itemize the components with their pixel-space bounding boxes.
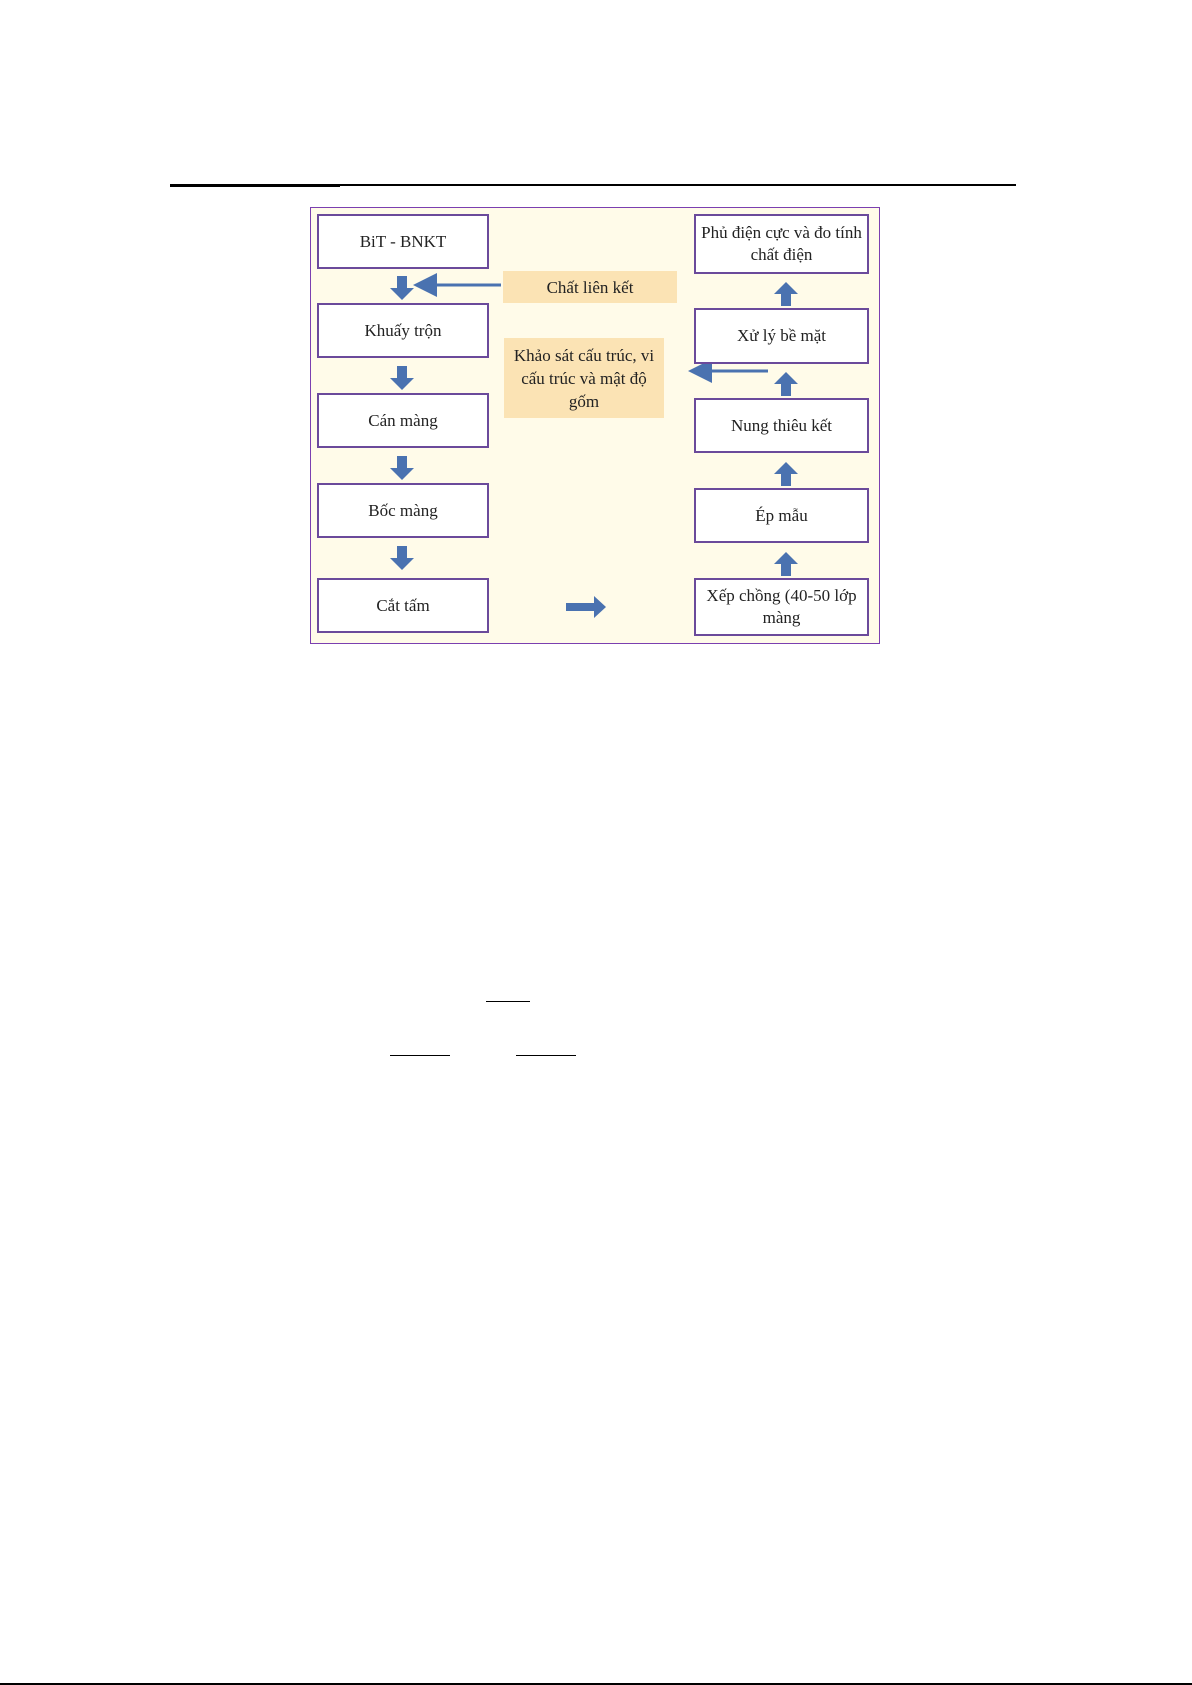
step-electrode-coating <box>694 214 869 274</box>
arrow-down-1 <box>390 276 414 300</box>
arrow-down-3 <box>390 456 414 480</box>
note-binder <box>503 271 677 303</box>
step-label: Cán màng <box>368 410 438 430</box>
arrow-right-bottom <box>566 596 606 618</box>
step-label: Khuấy trộn <box>364 320 442 340</box>
note-label: Chất liên kết <box>546 277 634 297</box>
step-pressing <box>694 488 869 543</box>
arrow-up-1 <box>774 552 798 576</box>
step-label: Nung thiêu kết <box>730 415 833 435</box>
step-peeling <box>317 483 489 538</box>
arrow-up-2 <box>774 462 798 486</box>
step-label: Bốc màng <box>368 500 438 520</box>
step-label: Phủ điện cực và đo tính chất điện <box>701 223 862 264</box>
step-label: Ép mẫu <box>755 505 808 525</box>
note-label: Khảo sát cấu trúc, vi cấu trúc và mật độ gốm <box>513 345 655 411</box>
step-bit-bnkt <box>317 214 489 269</box>
note-survey <box>504 338 664 418</box>
step-stacking <box>694 578 869 636</box>
step-sintering <box>694 398 869 453</box>
arrow-down-4 <box>390 546 414 570</box>
process-flow-diagram <box>310 207 880 644</box>
step-cutting <box>317 578 489 633</box>
step-tape-casting <box>317 393 489 448</box>
step-label: Cắt tấm <box>376 595 430 615</box>
header-rule-accent <box>170 186 340 187</box>
step-mixing <box>317 303 489 358</box>
underline-mark <box>390 1055 450 1056</box>
step-label: Xếp chồng (40-50 lớp màng <box>706 586 857 627</box>
step-surface-treatment <box>694 308 869 364</box>
arrow-up-3 <box>774 372 798 396</box>
underline-mark <box>516 1055 576 1056</box>
arrow-up-4 <box>774 282 798 306</box>
underline-mark <box>486 1001 530 1002</box>
step-label: BiT - BNKT <box>359 231 447 251</box>
step-label: Xử lý bề mặt <box>736 326 826 345</box>
arrow-down-2 <box>390 366 414 390</box>
